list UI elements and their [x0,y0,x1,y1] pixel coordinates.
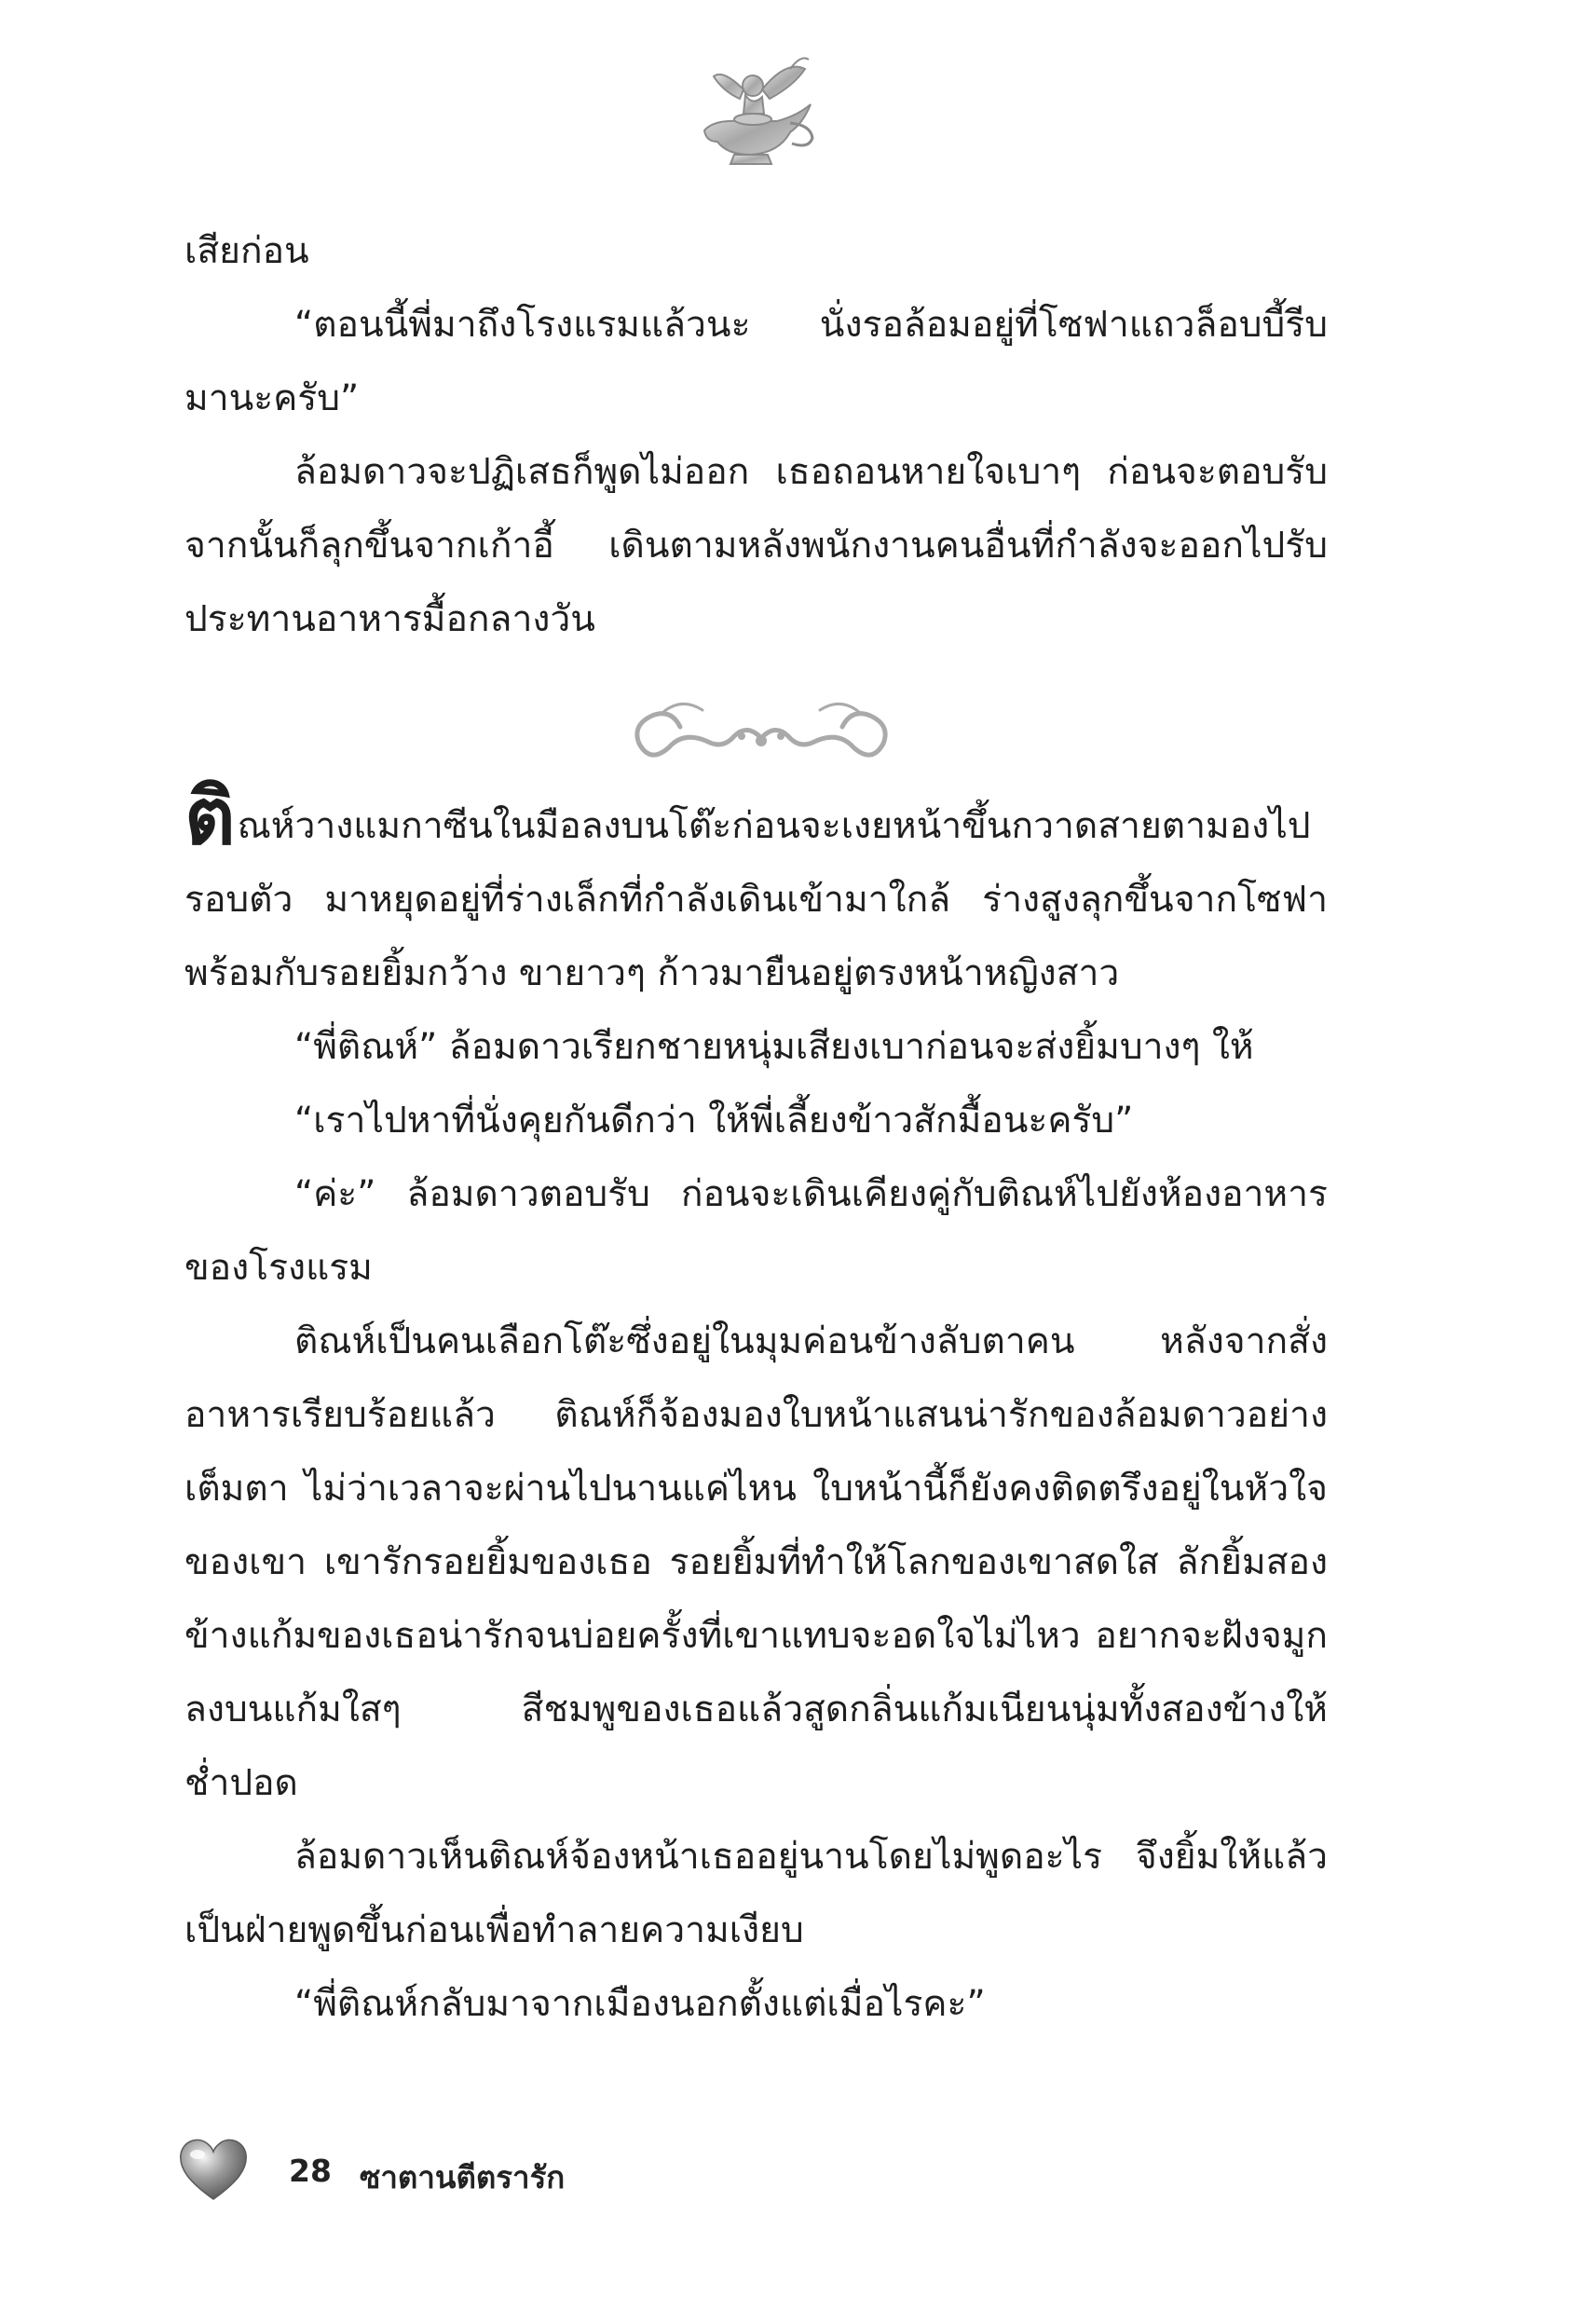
paragraph: “ตอนนี้พี่มาถึงโรงแรมแล้วนะ นั่งรอล้อมอยู่ที่โซฟาแถวล็อบบี้รีบมานะครับ” [184,304,1328,419]
paragraph: “พี่ติณห์กลับมาจากเมืองนอกตั้งแต่เมื่อไรคะ” [294,1983,986,2025]
opening-paragraph [184,771,1328,1010]
heart-icon [177,2136,250,2203]
book-title: ซาตานตีตรารัก [360,2159,566,2195]
top-text-block [184,214,1328,656]
cupid-lamp-icon [686,48,825,170]
page-footer [177,2136,922,2210]
paragraph-text: ณห์วางแมกาซีนในมือลงบนโต๊ะก่อนจะเงยหน้าขึ้นกวาดสายตามองไปรอบตัว มาหยุดอยู่ที่ร่างเล็กที่กำลังเดินเข้ามาใกล้ ร่างสูงลุกขึ้นจากโซฟาพร้อมกับรอยยิ้มกว้าง ขายาวๆ ก้าวมายืนอยู่ตรงหน้าหญิงสาว [184,805,1328,994]
paragraph: “เราไปหาที่นั่งคุยกันดีกว่า ให้พี่เลี้ยงข้าวสักมื้อนะครับ” [294,1100,1134,1142]
drop-cap: ติ [184,771,236,862]
main-text-block [184,771,1328,2041]
paragraph: เสียก่อน [184,230,309,272]
paragraph: ล้อมดาวจะปฏิเสธก็พูดไม่ออก เธอถอนหายใจเบาๆ ก่อนจะตอบรับ จากนั้นก็ลุกขึ้นจากเก้าอี้ เดินตามหลังพนักงานคนอื่นที่กำลังจะออกไปรับประทานอาหารมื้อกลางวัน [184,451,1328,640]
page-number: 28 [289,2153,332,2189]
paragraph: ติณห์เป็นคนเลือกโต๊ะซึ่งอยู่ในมุมค่อนข้างลับตาคน หลังจากสั่งอาหารเรียบร้อยแล้ว ติณห์ก็จ้องมองใบหน้าแสนน่ารักของล้อมดาวอย่างเต็มตา ไม่ว่าเวลาจะผ่านไปนานแค่ไหน ใบหน้านี้ก็ยังคงติดตรึงอยู่ในหัวใจของเขา เขารักรอยยิ้มของเธอ รอยยิ้มที่ทำให้โลกของเขาสดใส ลักยิ้มสองข้างแก้มของเธอน่ารักจนบ่อยครั้งที่เขาแทบจะอดใจไม่ไหว อยากจะฝังจมูกลงบนแก้มใสๆ สีชมพูของเธอแล้วสูดกลิ่นแก้มเนียนนุ่มทั้งสองข้างให้ช่ำปอด [184,1320,1328,1804]
paragraph: “ค่ะ” ล้อมดาวตอบรับ ก่อนจะเดินเคียงคู่กับติณห์ไปยังห้องอาหารของโรงแรม [184,1173,1328,1289]
flourish-divider-icon [626,690,896,773]
paragraph: ล้อมดาวเห็นติณห์จ้องหน้าเธออยู่นานโดยไม่พูดอะไร จึงยิ้มให้แล้วเป็นฝ่ายพูดขึ้นก่อนเพื่อทำลายความเงียบ [184,1836,1328,1951]
paragraph: “พี่ติณห์” ล้อมดาวเรียกชายหนุ่มเสียงเบาก่อนจะส่งยิ้มบางๆ ให้ [294,1026,1254,1068]
